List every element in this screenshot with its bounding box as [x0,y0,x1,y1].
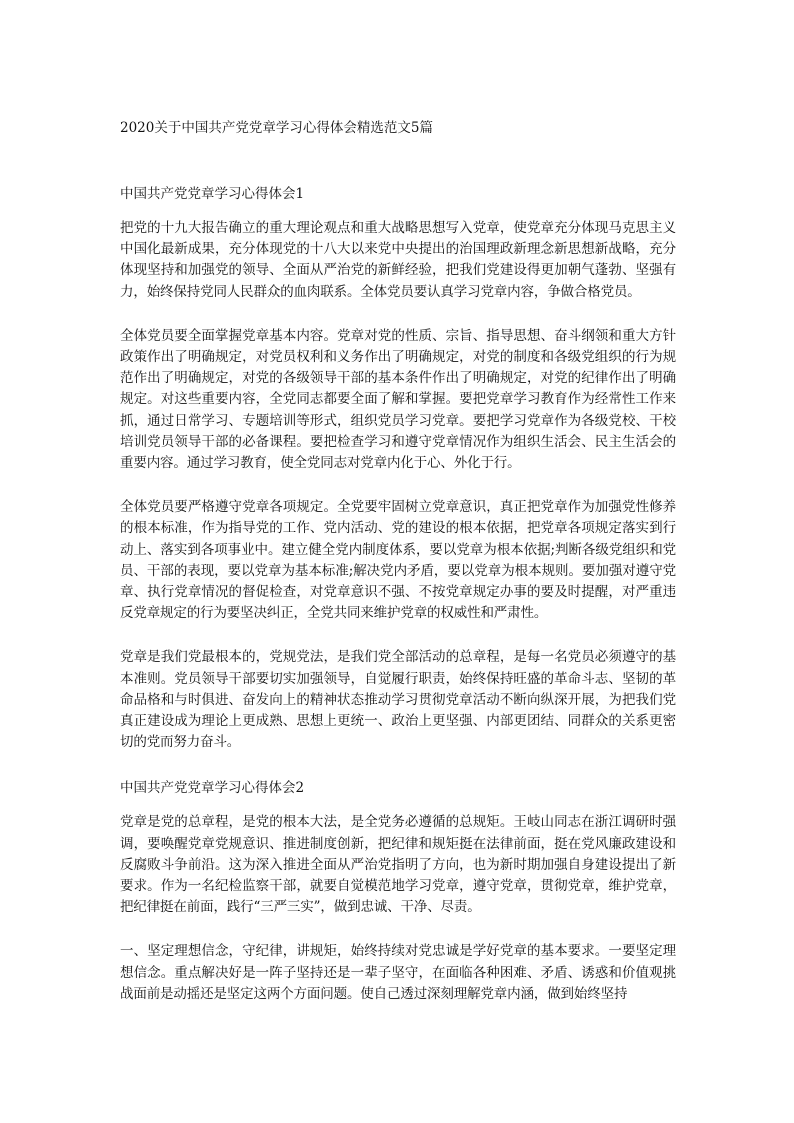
section-2 [120,776,676,1005]
paragraph: 党章是我们党最根本的，党规党法，是我们党全部活动的总章程，是每一名党员必须遵守的基本准则。党员领导干部要切实加强领导，自觉履行职责，始终保持旺盛的革命斗志、坚韧的革命品格和与时俱进、奋发向上的精神状态推动学习贯彻党章活动不断向纵深开展，为把我们党真正建设成为理论上更成熟、思想上更统一、政治上更坚强、内部更团结、同群众的关系更密切的党而努力奋斗。 [120,649,676,751]
section-1 [120,182,676,753]
paragraph: 把党的十九大报告确立的重大理论观点和重大战略思想写入党章，使党章充分体现马克思主义中国化最新成果，充分体现党的十八大以来党中央提出的治国理政新理念新思想新战略，充分体现坚持和加强党的领导、全面从严治党的新鲜经验，把我们党建设得更加朝气蓬勃、坚强有力，始终保持党同人民群众的血肉联系。全体党员要认真学习党章内容，争做合格党员。 [120,220,676,300]
document-page [120,116,676,1028]
paragraph: 党章是党的总章程，是党的根本大法，是全党务必遵循的总规矩。王岐山同志在浙江调研时强调，要唤醒党章党规意识、推进制度创新，把纪律和规矩挺在法律前面，挺在党风廉政建设和反腐败斗争前沿。这为深入推进全面从严治党指明了方向，也为新时期加强自身建设提出了新要求。作为一名纪检监察干部，就要自觉模范地学习党章，遵守党章，贯彻党章，维护党章，把纪律挺在前面，践行“三严三实”，做到忠诚、干净、尽责。 [120,814,676,916]
document-title: 2020关于中国共产党党章学习心得体会精选范文5篇 [120,120,433,136]
section-heading: 中国共产党党章学习心得体会1 [120,186,305,202]
paragraph: 全体党员要全面掌握党章基本内容。党章对党的性质、宗旨、指导思想、奋斗纲领和重大方针政策作出了明确规定，对党员权利和义务作出了明确规定，对党的制度和各级党组织的行为规范作出了明确规定，对党的各级领导干部的基本条件作出了明确规定，对党的纪律作出了明确规定。对这些重要内容，全党同志都要全面了解和掌握。要把党章学习教育作为经常性工作来抓，通过日常学习、专题培训等形式，组织党员学习党章。要把学习党章作为各级党校、干校培训党员领导干部的必备课程。要把检查学习和遵守党章情况作为组织生活会、民主生活会的重要内容。通过学习教育，使全党同志对党章内化于心、外化于行。 [120,327,676,472]
paragraph: 一、坚定理想信念，守纪律，讲规矩，始终持续对党忠诚是学好党章的基本要求。一要坚定理想信念。重点解决好是一阵子坚持还是一辈子坚守，在面临各种困难、矛盾、诱惑和价值观挑战面前是动摇还是坚定这两个方面问题。使自己透过深刻理解党章内涵，做到始终坚持 [120,943,676,1002]
paragraph: 全体党员要严格遵守党章各项规定。全党要牢固树立党章意识，真正把党章作为加强党性修养的根本标准，作为指导党的工作、党内活动、党的建设的根本依据，把党章各项规定落实到行动上、落实到各项事业中。建立健全党内制度体系，要以党章为根本依据;判断各级党组织和党员、干部的表现，要以党章为基本标准;解决党内矛盾，要以党章为根本规则。要加强对遵守党章、执行党章情况的督促检查，对党章意识不强、不按党章规定办事的要及时提醒，对严重违反党章规定的行为要坚决纠正，全党共同来维护党章的权威性和严肃性。 [120,499,676,622]
section-heading: 中国共产党党章学习心得体会2 [120,780,305,797]
